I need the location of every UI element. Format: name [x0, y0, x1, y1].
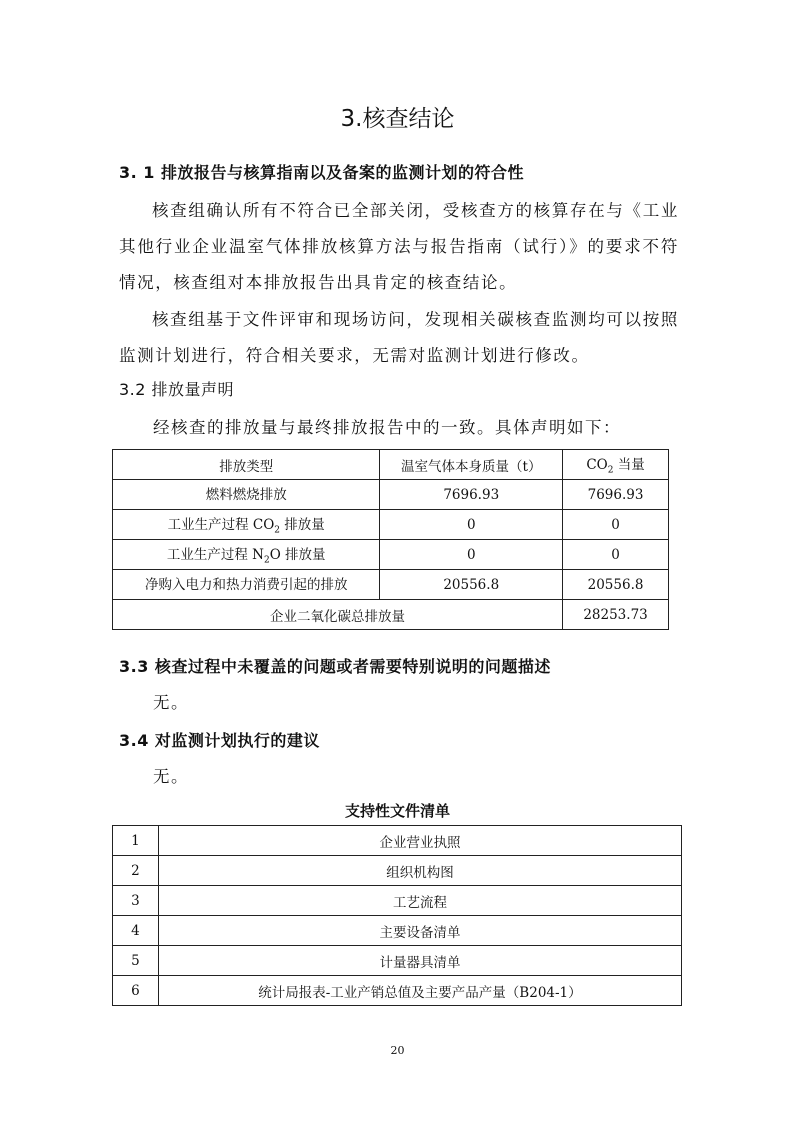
row-number: 1 [113, 826, 159, 856]
document-name: 统计局报表-工业产销总值及主要产品产量（B204-1） [158, 976, 681, 1006]
table-row [113, 510, 669, 540]
document-name: 企业营业执照 [158, 826, 681, 856]
page-number: 20 [390, 1044, 405, 1057]
section-3-1-paragraph-1: 核查组确认所有不符合已全部关闭，受核查方的核算存在与《工业其他行业企业温室气体排放核算方法与报告指南（试行）》的要求不符情况，核查组对本排放报告出具肯定的核查结论。 [119, 201, 679, 292]
supporting-documents-caption: 支持性文件清单 [344, 802, 450, 820]
section-3-4-heading: 3.4 对监测计划执行的建议 [119, 731, 320, 750]
co2-equivalent-cell: 0 [563, 540, 669, 570]
emission-table-header [113, 450, 669, 480]
table-row [113, 976, 682, 1006]
table-row [113, 826, 682, 856]
document-name: 组织机构图 [158, 856, 681, 886]
table-row [113, 916, 682, 946]
total-value: 28253.73 [563, 600, 669, 630]
ghg-mass-cell: 0 [380, 510, 563, 540]
header-ghg-mass: 温室气体本身质量（t） [380, 450, 563, 480]
section-3-2-heading: 3.2 排放量声明 [119, 380, 235, 399]
co2-equivalent-cell: 20556.8 [563, 570, 669, 600]
section-3-1-heading: 3. 1 排放报告与核算指南以及备案的监测计划的符合性 [119, 163, 524, 182]
table-row [113, 480, 669, 510]
row-number: 2 [113, 856, 159, 886]
section-3-4-body: 无。 [153, 767, 189, 786]
table-row [113, 886, 682, 916]
document-name: 计量器具清单 [158, 946, 681, 976]
header-emission-type: 排放类型 [113, 450, 380, 480]
emission-type-cell: 净购入电力和热力消费引起的排放 [113, 570, 380, 600]
total-label: 企业二氧化碳总排放量 [113, 600, 563, 630]
section-3-3-heading: 3.3 核查过程中未覆盖的问题或者需要特别说明的问题描述 [119, 657, 551, 676]
section-3-1-paragraph-2: 核查组基于文件评审和现场访问，发现相关碳核查监测均可以按照监测计划进行，符合相关要求，无需对监测计划进行修改。 [119, 310, 679, 365]
page-title: 3.核查结论 [340, 106, 455, 132]
ghg-mass-cell: 20556.8 [380, 570, 563, 600]
supporting-documents-table [112, 825, 682, 1006]
row-number: 4 [113, 916, 159, 946]
table-row [113, 856, 682, 886]
total-row [113, 600, 669, 630]
ghg-mass-cell: 7696.93 [380, 480, 563, 510]
table-row [113, 946, 682, 976]
header-co2-equivalent: $CO_2$ 当量 [563, 450, 669, 480]
section-3-3-body: 无。 [153, 693, 189, 712]
emission-type-cell: 工业生产过程 $CO_2$ 排放量 [113, 510, 380, 540]
document-name: 工艺流程 [158, 886, 681, 916]
co2-equivalent-cell: 7696.93 [563, 480, 669, 510]
row-number: 6 [113, 976, 159, 1006]
ghg-mass-cell: 0 [380, 540, 563, 570]
emission-table [112, 449, 669, 630]
emission-type-cell: 工业生产过程 $N_2O$ 排放量 [113, 540, 380, 570]
document-name: 主要设备清单 [158, 916, 681, 946]
co2-equivalent-cell: 0 [563, 510, 669, 540]
section-3-2-intro: 经核查的排放量与最终排放报告中的一致。具体声明如下： [153, 418, 621, 437]
emission-type-cell: 燃料燃烧排放 [113, 480, 380, 510]
table-row [113, 570, 669, 600]
row-number: 3 [113, 886, 159, 916]
row-number: 5 [113, 946, 159, 976]
table-row [113, 540, 669, 570]
